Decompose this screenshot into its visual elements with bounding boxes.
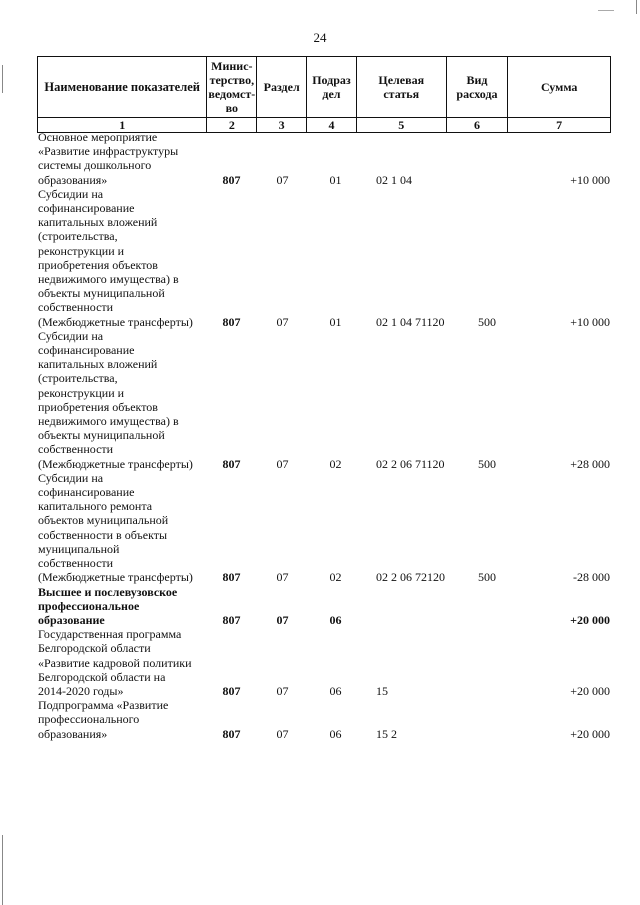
row-name-line: капитальных вложений [38,215,158,230]
row-name-line: «Развитие кадровой политики [38,655,192,670]
row-sum: +20 000 [570,726,610,741]
page-number: 24 [313,30,327,45]
row-name-line: Государственная программа [38,627,182,642]
row-name [38,130,205,187]
row-name-line: реконструкции и [38,243,125,258]
row-name-line: (Межбюджетные трансферты) [38,456,193,471]
col-header-section: Раздел [257,57,307,117]
row-name-line: реконструкции и [38,385,125,400]
table-row [38,187,610,329]
scan-edge-mark [2,835,3,905]
row-name-line: капитальных вложений [38,357,158,372]
table-header [37,56,611,133]
row-ministry: 807 [222,456,241,471]
table-row [38,698,610,741]
row-name-line: приобретения объектов [38,399,158,414]
col-header-target-text: Целевая статья [378,73,425,101]
table-row [38,585,610,628]
row-name-line: объектов муниципальной [38,513,169,528]
row-name-line: образование [38,612,105,627]
row-name-line: 2014-2020 годы» [38,683,124,698]
row-subsection: 06 [329,612,342,627]
row-name-line: собственности в объекты [38,527,168,542]
row-name-line: объекты муниципальной [38,428,165,443]
row-ministry: 807 [222,314,241,329]
table-row [38,130,610,187]
row-section: 07 [276,726,289,741]
row-name-line: профессионального [38,712,140,727]
row-name-line: Белгородской области [38,641,151,656]
col-number-3: 3 [257,118,307,132]
col-header-name: Наименование показателей [38,57,207,117]
row-name-line: собственности [38,300,114,315]
row-name [38,698,205,741]
col-number-7: 7 [556,117,563,132]
row-name-line: недвижимого имущества) в [38,414,179,429]
row-name-line: Субсидии на [38,470,104,485]
col-header-expense [447,57,509,117]
row-subsection: 02 [329,456,342,471]
row-name [38,627,205,698]
table-row [38,329,610,471]
scan-edge-mark [636,0,637,14]
row-name [38,471,205,585]
row-name-line: Субсидии на [38,186,104,201]
row-name-line: Белгородской области на [38,669,166,684]
row-name [38,187,205,329]
row-name-line: системы дошкольного [38,158,152,173]
header-titles-row [38,57,610,117]
row-name-line: (Межбюджетные трансферты) [38,570,193,585]
row-subsection: 06 [329,683,342,698]
row-name-line: капитального ремонта [38,499,153,514]
col-header-sum: Сумма [540,80,578,94]
row-ministry: 807 [222,570,241,585]
row-ministry: 807 [222,172,241,187]
row-name-line: (Межбюджетные трансферты) [38,314,193,329]
row-target: 02 1 04 71120 [376,314,445,329]
row-subsection: 06 [329,726,342,741]
row-expense: 500 [478,570,496,585]
row-name-line: Высшее и послевузовское [38,584,178,599]
row-expense: 500 [478,314,496,329]
row-sum: -28 000 [573,570,610,585]
row-name-line: профессиональное [38,598,140,613]
row-target: 15 2 [376,726,397,741]
row-target: 15 [376,683,388,698]
row-name-line: софинансирование [38,201,135,216]
row-sum: +28 000 [570,456,610,471]
row-name-line: Основное мероприятие [38,130,158,144]
row-target: 02 2 06 72120 [376,570,445,585]
col-header-expense-text: Вид расхода [456,73,498,101]
col-header-subsection-text: Подраз дел [312,73,351,101]
row-subsection: 01 [329,172,342,187]
row-sum: +20 000 [570,612,610,627]
row-name-line: муниципальной [38,541,120,556]
table-body [38,130,610,741]
row-subsection: 02 [329,570,342,585]
row-name-line: недвижимого имущества) в [38,272,179,287]
row-name-line: приобретения объектов [38,257,158,272]
row-name-line: «Развитие инфраструктуры [38,144,179,159]
row-name-line: образования» [38,726,108,741]
row-name-line: софинансирование [38,343,135,358]
row-name-line: Субсидии на [38,328,104,343]
row-section: 07 [276,612,289,627]
col-header-target [357,57,447,117]
row-target: 02 1 04 [376,172,412,187]
row-name-line: Подпрограмма «Развитие [38,698,169,713]
row-name-line: (строительства, [38,229,118,244]
col-header-subsection [307,57,357,117]
row-expense: 500 [478,456,496,471]
row-name-line: образования» [38,172,108,187]
row-name-line: (строительства, [38,371,118,386]
row-ministry: 807 [222,612,241,627]
row-section: 07 [276,570,289,585]
col-number-5: 5 [357,118,447,132]
col-number-4: 4 [307,118,357,132]
scan-edge-mark [2,65,3,93]
row-name-line: собственности [38,556,114,571]
row-name [38,329,205,471]
col-header-ministry-text: Минис- терство, ведомст- во [208,59,256,115]
row-subsection: 01 [329,314,342,329]
row-ministry: 807 [222,726,241,741]
row-name-line: софинансирование [38,485,135,500]
row-ministry: 807 [222,683,241,698]
row-name [38,585,205,628]
row-target: 02 2 06 71120 [376,456,445,471]
col-number-1: 1 [38,118,207,132]
row-sum: +20 000 [570,683,610,698]
row-section: 07 [276,456,289,471]
table-row [38,471,610,585]
col-number-2: 2 [207,118,257,132]
scan-mark [598,10,614,11]
row-name-line: объекты муниципальной [38,286,165,301]
row-section: 07 [276,172,289,187]
row-section: 07 [276,683,289,698]
row-sum: +10 000 [570,172,610,187]
row-section: 07 [276,314,289,329]
row-sum: +10 000 [570,314,610,329]
table-row [38,627,610,698]
row-name-line: собственности [38,442,114,457]
col-header-ministry [207,57,257,117]
col-number-6: 6 [447,118,509,132]
